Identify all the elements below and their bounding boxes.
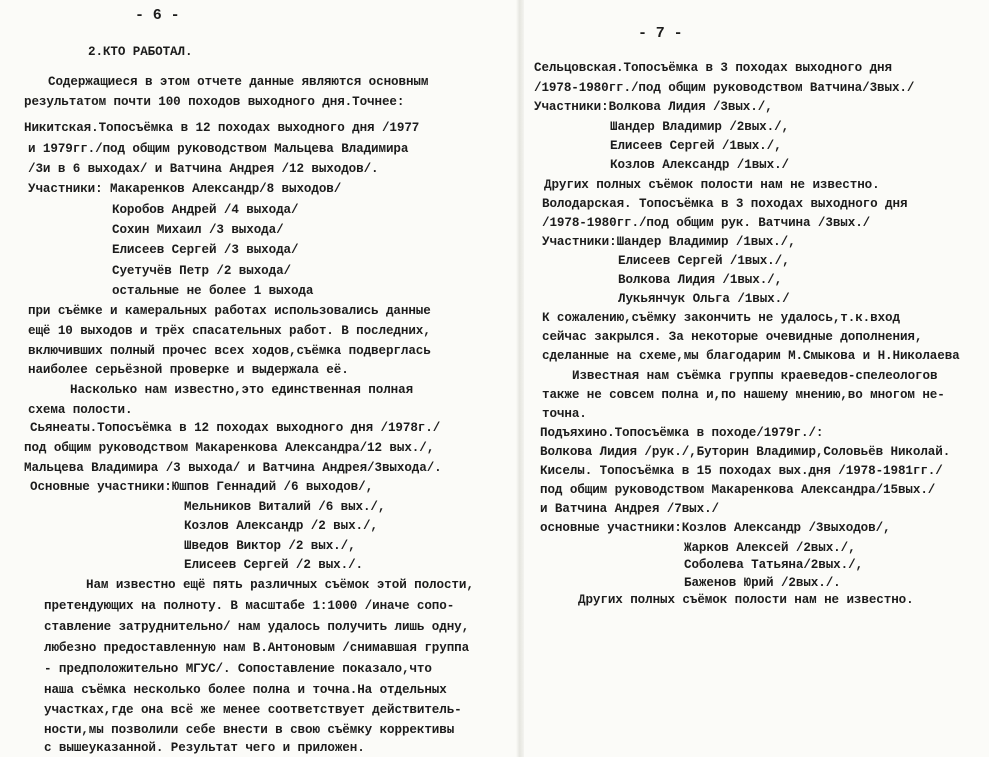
text-line: и Ватчина Андрея /7вых./ [540,502,719,516]
text-line: Участники: Макаренков Александр/8 выходов/ [28,182,342,196]
text-line: точна. [542,407,587,421]
text-line: Мальцева Владимира /3 выхода/ и Ватчина Андрея/3выхода/. [24,461,442,475]
text-line: К сожалению,съёмку закончить не удалось,т.к.вход [542,311,900,325]
text-line: ности,мы позволили себе внести в свою съёмку коррективы [44,723,455,737]
text-line: основные участники:Козлов Александр /3выходов/, [540,521,891,535]
text-line: Известная нам съёмка группы краеведов-спелеологов [572,369,938,383]
text-line: Шандер Владимир /2вых./, [610,120,789,134]
text-line: Участники:Шандер Владимир /1вых./, [542,235,796,249]
text-line: схема полости. [28,403,133,417]
text-line: Насколько нам известно,это единственная полная [70,383,414,397]
text-line: ещё 10 выходов и трёх спасательных работ. В последних, [28,324,431,338]
text-line: наша съёмка несколько более полна и точна.На отдельных [44,683,447,697]
text-line: Шведов Виктор /2 вых./, [184,539,356,553]
text-line: результатом почти 100 походов выходного дня.Точнее: [24,95,405,109]
text-line: Сьянеаты.Топосъёмка в 12 походах выходного дня /1978г./ [30,421,441,435]
text-line: Елисеев Сергей /1вых./, [610,139,782,153]
text-line: Баженов Юрий /2вых./. [684,576,841,590]
text-line: под общим руководством Макаренкова Александра/15вых./ [540,483,936,497]
text-line: включивших полный прочес всех ходов,съёмка подверглась [28,344,431,358]
text-line: также не совсем полна и,по нашему мнению,во многом не- [542,388,945,402]
text-line: Суетучёв Петр /2 выхода/ [112,264,291,278]
text-line: Нам известно ещё пять различных съёмок этой полости, [86,578,474,592]
text-line: Елисеев Сергей /3 выхода/ [112,243,299,257]
text-line: Елисеев Сергей /1вых./, [618,254,790,268]
text-line: под общим руководством Макаренкова Александра/12 вых./, [24,441,435,455]
text-line: Жарков Алексей /2вых./, [684,541,856,555]
text-line: Волкова Лидия /1вых./, [618,273,783,287]
text-line: Волкова Лидия /рук./,Буторин Владимир,Соловьёв Николай. [540,445,951,459]
text-line: Содержащиеся в этом отчете данные являются основным [48,75,429,89]
text-line: Лукьянчук Ольга /1вых./ [618,292,790,306]
text-line: остальные не более 1 выхода [112,284,314,298]
text-line: ставление затруднительно/ нам удалось получить лишь одну, [44,620,470,634]
text-line: Основные участники:Юшпов Геннадий /6 выходов/, [30,480,374,494]
text-line: Володарская. Топосъёмка в 3 походах выходного дня [542,197,908,211]
text-line: Сельцовская.Топосъёмка в 3 походах выходного дня [534,61,892,75]
text-line: участках,где она всё же менее соответствует действитель- [44,703,462,717]
text-line: Киселы. Топосъёмка в 15 походах вых.дня /1978-1981гг./ [540,464,943,478]
text-line: /3и в 6 выходах/ и Ватчина Андрея /12 выходов/. [28,162,379,176]
text-line: Участники:Волкова Лидия /3вых./, [534,100,773,114]
text-line: претендующих на полноту. В масштабе 1:1000 /иначе сопо- [44,599,455,613]
text-line: Козлов Александр /2 вых./, [184,519,378,533]
page-number: - 6 - [135,7,180,24]
text-line: Подъяхино.Топосъёмка в походе/1979г./: [540,426,824,440]
text-line: Козлов Александр /1вых./ [610,158,789,172]
text-line: с вышеуказанной. Результат чего и приложен. [44,741,365,755]
text-line: Коробов Андрей /4 выхода/ [112,203,299,217]
text-line: Сохин Михаил /3 выхода/ [112,223,284,237]
text-line: /1978-1980гг./под общим рук. Ватчина /3вых./ [542,216,871,230]
right-page [520,0,989,757]
text-line: Других полных съёмок полости нам не известно. [544,178,880,192]
text-line: Елисеев Сергей /2 вых./. [184,558,363,572]
text-line: Соболева Татьяна/2вых./, [684,558,863,572]
text-line: при съёмке и камеральных работах использовались данные [28,304,431,318]
page-number: - 7 - [638,25,683,42]
text-line: сделанные на схеме,мы благодарим М.Смыкова и Н.Николаева [542,349,960,363]
text-line: любезно предоставленную нам В.Антоновым /снимавшая группа [44,641,470,655]
text-line: Других полных съёмок полости нам не известно. [578,593,914,607]
text-line: и 1979гг./под общим руководством Мальцева Владимира [28,142,409,156]
text-line: - предположительно МГУС/. Сопоставление показало,что [44,662,432,676]
text-line: Никитская.Топосъёмка в 12 походах выходного дня /1977 [24,121,420,135]
text-line: Мельников Виталий /6 вых./, [184,500,386,514]
text-line: /1978-1980гг./под общим руководством Ватчина/3вых./ [534,81,915,95]
text-line: сейчас закрылся. За некоторые очевидные дополнения, [542,330,923,344]
text-line: наиболее серьёзной проверке и выдержала её. [28,363,349,377]
section-heading: 2.КТО РАБОТАЛ. [88,45,193,59]
